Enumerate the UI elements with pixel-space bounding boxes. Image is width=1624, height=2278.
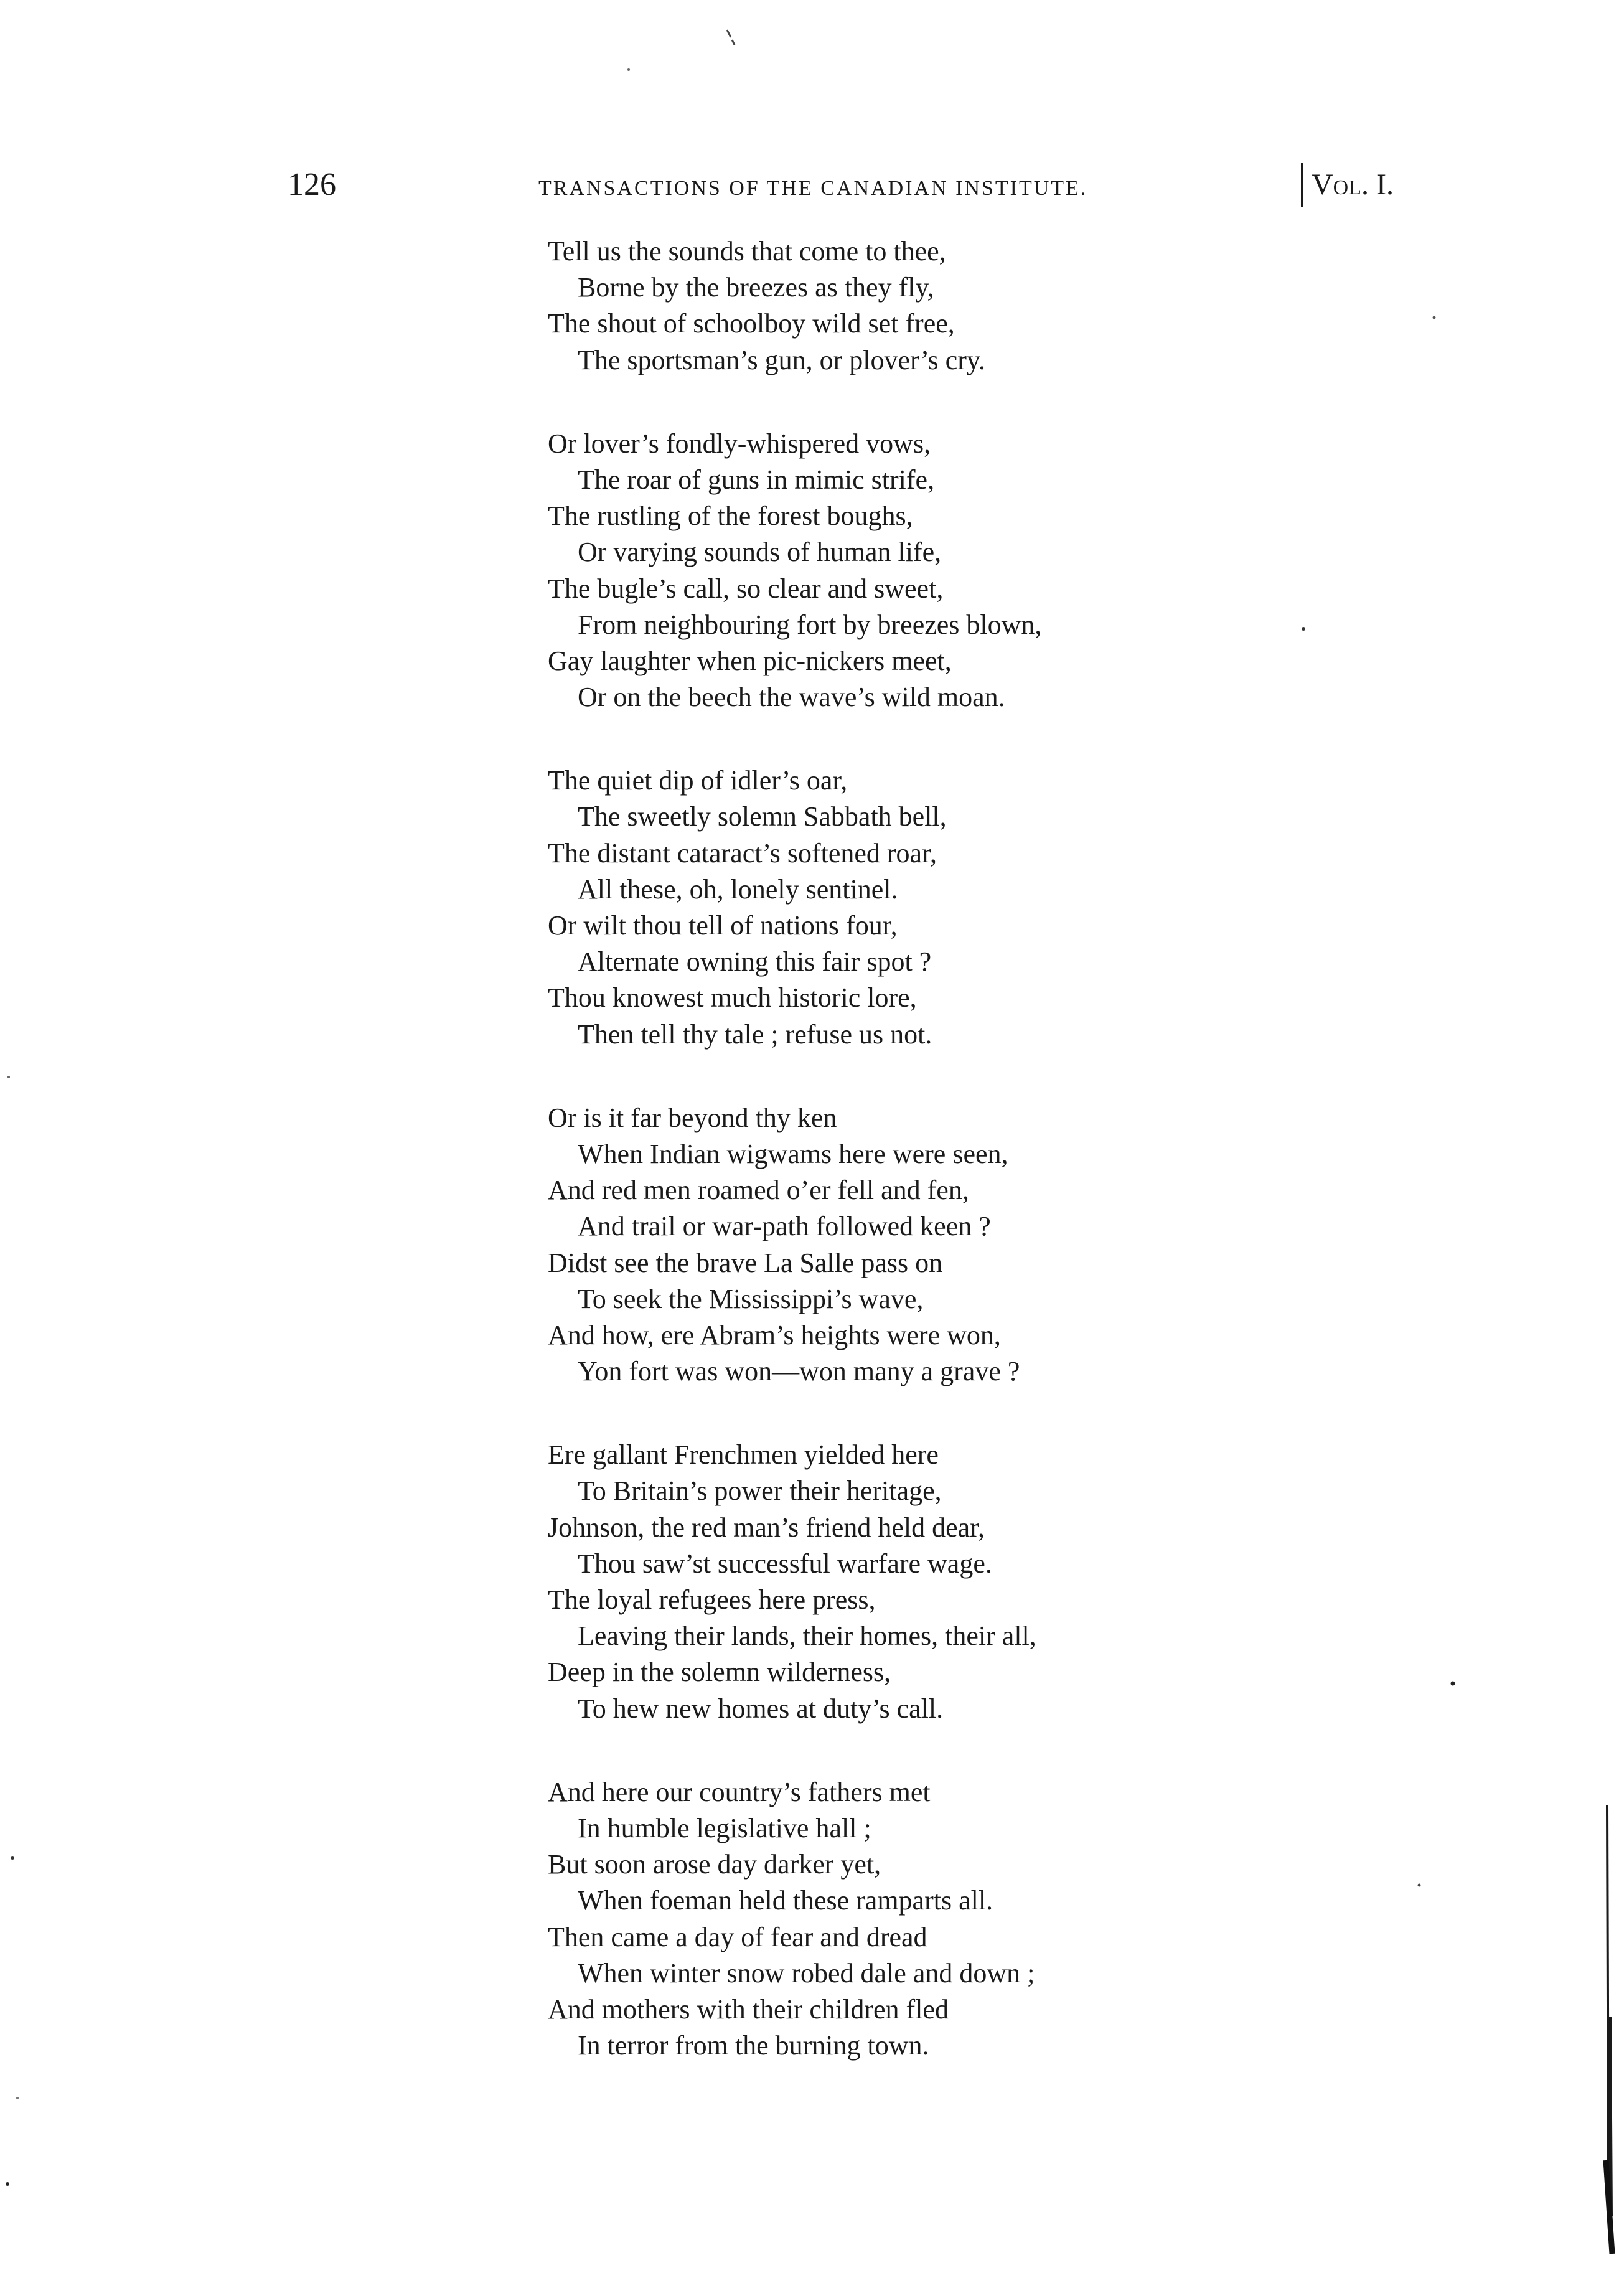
running-head	[0, 163, 1624, 207]
poem-line: In terror from the burning town.	[578, 2030, 929, 2061]
poem-line: Leaving their lands, their homes, their all,	[578, 1621, 1036, 1652]
poem-line: Or varying sounds of human life,	[578, 537, 942, 568]
journal-title: TRANSACTIONS OF THE CANADIAN INSTITUTE.	[538, 177, 1088, 200]
poem-line: In humble legislative hall ;	[578, 1812, 871, 1843]
poem-line: But soon arose day darker yet,	[548, 1849, 881, 1880]
poem-line: Then came a day of fear and dread	[548, 1921, 927, 1952]
poem-line: And how, ere Abram’s heights were won,	[548, 1319, 1001, 1350]
poem-line: Or is it far beyond thy ken	[548, 1102, 837, 1133]
poem-line: Or lover’s fondly-whispered vows,	[548, 428, 931, 459]
poem-line: And mothers with their children fled	[548, 1993, 949, 2025]
stanza	[0, 1100, 1624, 1390]
poem-line: And here our country’s fathers met	[548, 1776, 931, 1807]
poem-line: Or wilt thou tell of nations four,	[548, 910, 898, 941]
poem-line: The shout of schoolboy wild set free,	[548, 308, 955, 339]
poem-line: Ere gallant Frenchmen yielded here	[548, 1439, 939, 1471]
poem-line: Didst see the brave La Salle pass on	[548, 1247, 943, 1278]
poem-line: And trail or war-path followed keen ?	[578, 1211, 991, 1242]
poem-line: Or on the beech the wave’s wild moan.	[578, 682, 1005, 713]
page-number: 126	[288, 167, 336, 202]
poem-line: Yon fort was won—won many a grave ?	[578, 1356, 1020, 1387]
poem-line: The sportsman’s gun, or plover’s cry.	[578, 344, 985, 375]
poem-line: Tell us the sounds that come to thee,	[548, 236, 946, 266]
poem-line: The quiet dip of idler’s oar,	[548, 765, 848, 796]
stanza	[0, 1437, 1624, 1727]
stanza	[0, 426, 1624, 716]
poem-line: The loyal refugees here press,	[548, 1584, 876, 1615]
poem-line: To seek the Mississippi’s wave,	[578, 1283, 924, 1314]
poem-line: Alternate owning this fair spot ?	[578, 946, 932, 977]
poem-line: When Indian wigwams here were seen,	[578, 1138, 1008, 1169]
poem-line: The roar of guns in mimic strife,	[578, 464, 935, 495]
poem-line: The sweetly solemn Sabbath bell,	[578, 801, 947, 832]
poem-line: To Britain’s power their heritage,	[578, 1476, 942, 1507]
poem-line: The bugle’s call, so clear and sweet,	[548, 573, 944, 604]
poem-line: Deep in the solemn wilderness,	[548, 1657, 891, 1688]
poem-line: And red men roamed o’er fell and fen,	[548, 1175, 969, 1206]
stanza	[0, 233, 1624, 379]
poem-line: When foeman held these ramparts all.	[578, 1885, 993, 1916]
poem	[0, 233, 1624, 2111]
poem-line: Thou saw’st successful warfare wage.	[578, 1548, 992, 1579]
poem-line: All these, oh, lonely sentinel.	[578, 873, 898, 905]
stanza	[0, 763, 1624, 1053]
poem-line: Johnson, the red man’s friend held dear,	[548, 1512, 985, 1543]
poem-line: From neighbouring fort by breezes blown,	[578, 609, 1042, 640]
poem-line: Thou knowest much historic lore,	[548, 982, 917, 1014]
poem-line: The distant cataract’s softened roar,	[548, 837, 937, 868]
poem-line: Gay laughter when pic-nickers meet,	[548, 645, 952, 676]
poem-line: When winter snow robed dale and down ;	[578, 1957, 1035, 1989]
poem-line: Borne by the breezes as they fly,	[578, 272, 934, 303]
poem-line: The rustling of the forest boughs,	[548, 501, 913, 532]
volume-label: Vol. I.	[1301, 163, 1394, 207]
poem-line: Then tell thy tale ; refuse us not.	[578, 1019, 932, 1050]
stanza	[0, 1774, 1624, 2064]
poem-line: To hew new homes at duty’s call.	[578, 1693, 944, 1724]
